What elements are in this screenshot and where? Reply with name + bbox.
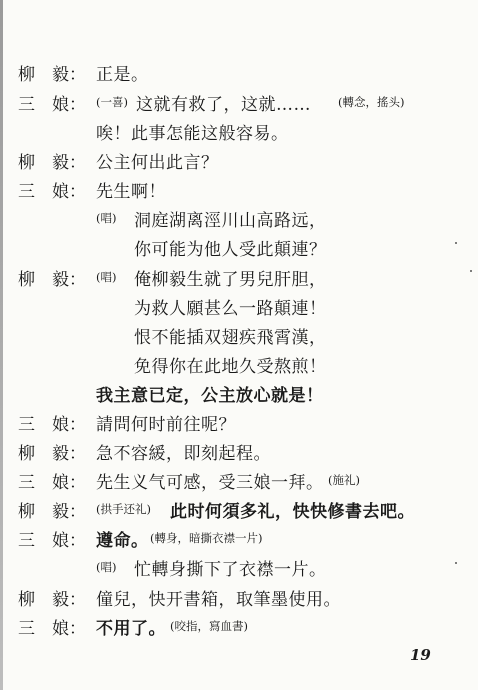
speaker-name: 柳 毅： <box>18 501 86 522</box>
speaker-name: 三 娘： <box>18 472 86 493</box>
speaker-name: 三 娘： <box>18 618 86 639</box>
speaker-name: 柳 毅： <box>18 269 86 290</box>
dialogue-text: 我主意已定，公主放心就是！ <box>96 385 324 406</box>
lyric-text: 俺柳毅生就了男兒肝胆， <box>134 269 327 290</box>
speaker-name: 柳 毅： <box>18 443 86 464</box>
ink-speck <box>455 242 457 244</box>
stage-direction: (咬指，寫血書) <box>170 619 248 633</box>
dialogue-text: 公主何出此言？ <box>96 152 219 173</box>
dialogue-text: 不用了。 <box>96 618 166 639</box>
speaker-name: 柳 毅： <box>18 152 86 173</box>
dialogue-text: 遵命。 <box>96 530 149 551</box>
speaker-name: 三 娘： <box>18 530 86 551</box>
stage-direction: (唱) <box>96 270 117 284</box>
dialogue-text: 請問何时前往呢？ <box>96 414 236 435</box>
lyric-text: 你可能为他人受此顛連？ <box>134 239 327 260</box>
dialogue-text: 此时何須多礼，快快修書去吧。 <box>170 501 415 522</box>
ink-speck <box>470 270 472 272</box>
stage-direction: (一喜) <box>96 95 128 109</box>
dialogue-text: 僮兒，快开書箱，取筆墨使用。 <box>96 589 341 610</box>
dialogue-text: 这就有救了，这就…… <box>136 94 311 115</box>
stage-direction: (唱) <box>96 560 117 574</box>
page-edge <box>0 0 3 690</box>
speaker-name: 三 娘： <box>18 414 86 435</box>
speaker-name: 柳 毅： <box>18 589 86 610</box>
dialogue-text: 先生义气可感，受三娘一拜。 <box>96 472 324 493</box>
lyric-text: 恨不能插双翅疾飛霄漢， <box>134 327 327 348</box>
dialogue-text: 先生啊！ <box>96 181 166 202</box>
dialogue-text: 正是。 <box>96 64 149 85</box>
lyric-text: 免得你在此地久受熬煎！ <box>134 356 327 377</box>
speaker-name: 三 娘： <box>18 181 86 202</box>
stage-direction: (轉身，暗撕衣襟一片) <box>150 531 263 545</box>
ink-speck <box>455 562 457 564</box>
lyric-text: 为救人願甚么一路顛連！ <box>134 298 327 319</box>
lyric-text: 洞庭湖离涇川山高路远， <box>134 210 327 231</box>
dialogue-text: 急不容緩，即刻起程。 <box>96 443 271 464</box>
speaker-name: 柳 毅： <box>18 64 86 85</box>
dialogue-text: 唉！此事怎能这般容易。 <box>96 123 289 144</box>
stage-direction: (施礼) <box>328 473 360 487</box>
stage-direction: (轉念，搖头) <box>338 95 405 109</box>
stage-direction: (唱) <box>96 211 117 225</box>
stage-direction: (拱手还礼) <box>96 502 151 516</box>
speaker-name: 三 娘： <box>18 94 86 115</box>
page-number: 19 <box>410 646 431 664</box>
lyric-text: 忙轉身撕下了衣襟一片。 <box>134 559 327 580</box>
